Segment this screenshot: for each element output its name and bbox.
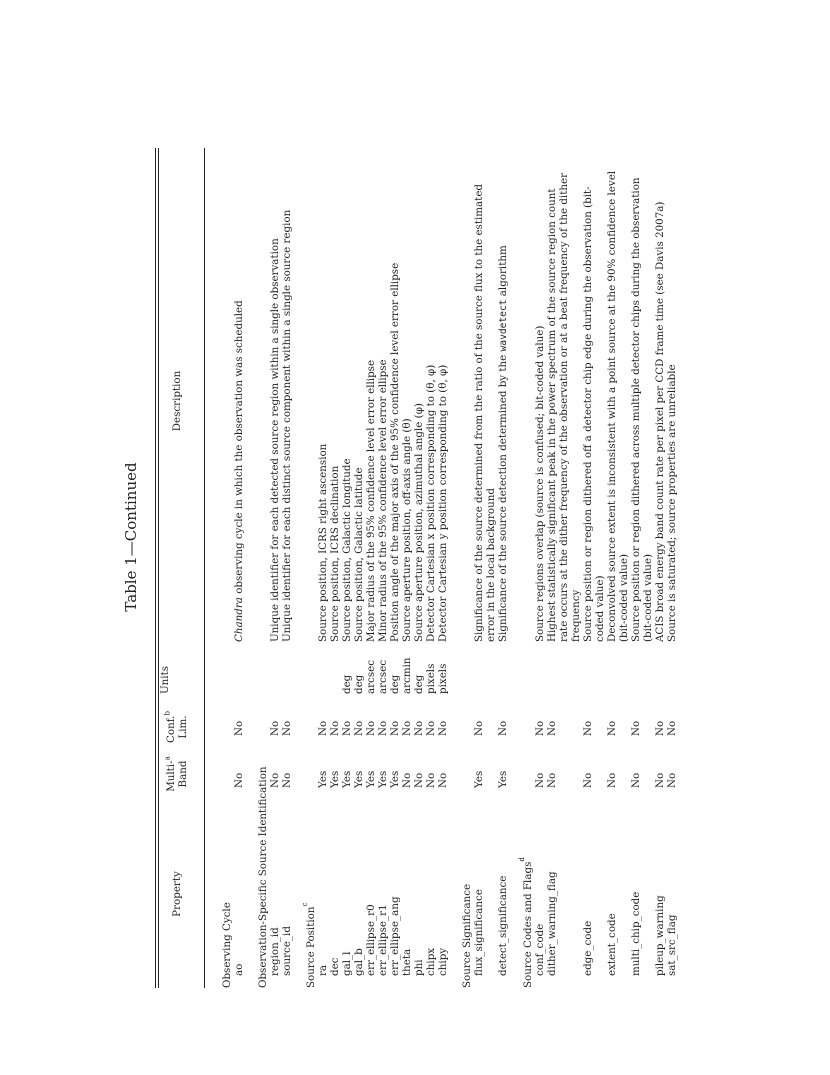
multi-band-cell: No — [582, 772, 594, 788]
table-row — [281, 148, 293, 988]
description-text: Source position, Galactic latitude — [353, 467, 365, 642]
multi-band-cell: Yes — [329, 770, 341, 788]
description-line — [437, 136, 449, 642]
property-cell: theta — [401, 948, 413, 976]
description-line — [534, 136, 546, 642]
units-cell — [269, 642, 281, 694]
description-text: Source is saturated; source properties are unreliable — [666, 364, 678, 642]
property-cell: multi_chip_code — [630, 891, 642, 976]
description-cell — [413, 136, 425, 642]
units-cell — [546, 642, 582, 694]
top-rule — [155, 148, 156, 988]
units-cell — [534, 642, 546, 694]
multi-band-cell: No — [654, 772, 666, 788]
description-text: Source position or region dithered across multiple detector chips during the observation — [630, 177, 642, 642]
description-line — [353, 136, 365, 642]
multi-band-cell: No — [413, 772, 425, 788]
description-text: Source aperture position, azimuthal angle (φ) — [413, 403, 425, 642]
table-row — [413, 148, 425, 988]
description-line — [630, 136, 642, 642]
section-title-sup: c — [301, 902, 309, 907]
description-line — [233, 136, 245, 642]
conf-lim-cell: No — [425, 720, 437, 736]
section-title-sup: d — [518, 857, 526, 862]
table-row — [582, 148, 606, 988]
property-cell: pileup_warning — [654, 895, 666, 976]
multi-band-cell: No — [666, 772, 678, 788]
conf-lim-cell: No — [606, 720, 618, 736]
description-text: Unique identifier for each distinct source component within a single source region — [281, 209, 293, 642]
units-cell — [582, 642, 606, 694]
section-title: Source Codes and Flags — [522, 861, 534, 988]
description-line — [606, 136, 618, 642]
units-cell — [666, 642, 678, 694]
description-cell — [365, 136, 377, 642]
section-heading — [518, 148, 534, 988]
description-text: Highest statistically significant peak in the power spectrum of the source region count — [546, 188, 558, 642]
description-line — [329, 136, 341, 642]
table-row — [630, 148, 654, 988]
description-line — [341, 136, 353, 642]
conf-lim-cell: No — [401, 720, 413, 736]
header-conf-text: Conf. — [165, 715, 177, 743]
description-text: Position angle of the major axis of the 95% confidence level error ellipse — [389, 262, 401, 642]
description-cell — [341, 136, 353, 642]
conf-lim-cell: No — [281, 720, 293, 736]
multi-band-cell: No — [606, 772, 618, 788]
description-cell — [546, 136, 582, 642]
description-text: Source position, Galactic longitude — [341, 458, 353, 642]
description-line — [425, 136, 437, 642]
conf-lim-cell: No — [630, 720, 642, 736]
property-cell: dither_warning_flag — [546, 871, 558, 976]
description-continuation: (bit-coded value) — [642, 553, 654, 642]
property-cell: sat_src_flag — [666, 914, 678, 976]
description-line — [401, 136, 413, 642]
description-line — [317, 136, 329, 642]
section-title: Source Significance — [461, 883, 473, 988]
multi-band-cell: No — [269, 772, 281, 788]
description-cell — [353, 136, 365, 642]
description-text: Unique identifier for each detected source region within a single observation — [269, 238, 281, 642]
conf-lim-cell: No — [654, 720, 666, 736]
table-caption-text: Table 1—Continued — [122, 462, 140, 612]
description-cell — [269, 136, 281, 642]
conf-lim-cell: No — [546, 720, 558, 736]
description-text: Source position, ICRS declination — [329, 465, 341, 642]
conf-lim-cell: No — [437, 720, 449, 736]
top-rule-double — [158, 148, 159, 988]
section-heading — [301, 148, 317, 988]
multi-band-cell: No — [437, 772, 449, 788]
conf-lim-cell: No — [353, 720, 365, 736]
description-line — [582, 136, 594, 642]
section-title: Source Position — [305, 906, 317, 988]
description-text: Significance of the source detection determined by the — [497, 351, 509, 642]
units-cell: arcmin — [401, 657, 413, 694]
units-cell — [497, 642, 510, 694]
table-row — [534, 148, 546, 988]
property-cell: region_id — [269, 927, 281, 976]
description-cell — [233, 136, 245, 642]
table-row — [269, 148, 281, 988]
multi-band-cell: No — [546, 772, 558, 788]
description-cell — [497, 136, 510, 642]
section-title: Observing Cycle — [221, 902, 233, 988]
conf-lim-cell: No — [233, 720, 245, 736]
units-cell — [654, 642, 666, 694]
property-cell: source_id — [281, 926, 293, 976]
description-continuation: frequency — [570, 589, 582, 642]
description-cell — [654, 136, 666, 642]
table-row — [233, 148, 245, 988]
description-line — [269, 136, 281, 642]
description-cell — [425, 136, 437, 642]
description-text-after: algorithm — [497, 245, 509, 300]
table-row — [341, 148, 353, 988]
table-row — [401, 148, 413, 988]
description-line — [666, 136, 678, 642]
multi-band-cell: Yes — [473, 770, 485, 788]
description-cell — [606, 136, 630, 642]
multi-band-cell: No — [534, 772, 546, 788]
units-cell: arcsec — [377, 660, 389, 694]
units-cell — [473, 642, 497, 694]
units-cell: deg — [389, 674, 401, 694]
units-cell — [233, 642, 245, 694]
header-units: Units — [159, 665, 171, 695]
multi-band-cell: Yes — [365, 770, 377, 788]
units-cell — [606, 642, 630, 694]
table-row — [437, 148, 449, 988]
description-text: Source regions overlap (source is confused; bit-coded value) — [534, 325, 546, 642]
multi-band-cell: No — [281, 772, 293, 788]
conf-lim-cell: No — [389, 720, 401, 736]
units-cell: pixels — [425, 663, 437, 694]
multi-band-cell: No — [425, 772, 437, 788]
description-continuation: (bit-coded value) — [618, 553, 630, 642]
property-cell: err_ellipse_r0 — [365, 904, 377, 976]
table-body — [221, 148, 678, 988]
description-text: observing cycle in which the observation was scheduled — [233, 300, 245, 598]
table-row — [654, 148, 666, 988]
table-row — [473, 148, 497, 988]
description-line — [281, 136, 293, 642]
units-cell: deg — [413, 674, 425, 694]
section-heading — [461, 148, 473, 988]
units-cell — [630, 642, 654, 694]
description-line — [389, 136, 401, 642]
description-text: ACIS broad energy band count rate per pixel per CCD frame time (see Davis 2007a) — [654, 201, 666, 642]
units-cell — [317, 642, 329, 694]
units-cell: deg — [341, 674, 353, 694]
header-conf-lim — [165, 706, 189, 748]
description-cell — [281, 136, 293, 642]
multi-band-cell: Yes — [341, 770, 353, 788]
table-row — [666, 148, 678, 988]
description-emphasis: Chandra — [233, 597, 245, 642]
table-row — [377, 148, 389, 988]
property-cell: dec — [329, 957, 341, 976]
description-line — [497, 136, 510, 642]
table-row — [317, 148, 329, 988]
description-cell — [582, 136, 606, 642]
section-heading — [257, 148, 269, 988]
description-cell — [329, 136, 341, 642]
header-multi-sup: a — [163, 756, 172, 761]
table-row — [389, 148, 401, 988]
multi-band-cell: Yes — [377, 770, 389, 788]
description-cell — [437, 136, 449, 642]
conf-lim-cell: No — [582, 720, 594, 736]
conf-lim-cell: No — [497, 720, 509, 736]
units-cell: arcsec — [365, 660, 377, 694]
section-title: Observation-Specific Source Identification — [257, 766, 269, 988]
property-cell: ra — [317, 964, 329, 976]
table-row — [546, 148, 582, 988]
header-multi-band — [165, 748, 189, 800]
description-text: Detector Cartesian x position corresponding to (θ, φ) — [425, 364, 437, 642]
header-multi-text: Multi- — [165, 760, 177, 792]
description-continuation: coded value) — [594, 575, 606, 642]
description-text: Minor radius of the 95% confidence level error ellipse — [377, 359, 389, 642]
description-line — [473, 136, 485, 642]
header-rule — [204, 148, 205, 988]
rotated-table — [155, 148, 815, 988]
multi-band-cell: Yes — [389, 770, 401, 788]
description-code: wavdetect — [498, 299, 509, 352]
description-cell — [473, 136, 497, 642]
property-cell: err_ellipse_ang — [389, 896, 401, 976]
description-line — [546, 136, 558, 642]
conf-lim-cell: No — [473, 720, 485, 736]
units-cell: deg — [353, 674, 365, 694]
header-conf-sup: b — [163, 711, 172, 716]
conf-lim-cell: No — [317, 720, 329, 736]
multi-band-cell: Yes — [317, 770, 329, 788]
conf-lim-cell: No — [341, 720, 353, 736]
multi-band-cell: No — [630, 772, 642, 788]
description-cell — [317, 136, 329, 642]
property-cell: flux_significance — [473, 889, 485, 976]
description-line — [654, 136, 666, 642]
conf-lim-cell: No — [666, 720, 678, 736]
multi-band-cell: No — [233, 772, 245, 788]
description-text: Source position or region dithered off a detector chip edge during the observation (bit- — [582, 186, 594, 642]
section-heading — [221, 148, 233, 988]
table-row — [497, 148, 510, 988]
description-cell — [401, 136, 413, 642]
multi-band-cell: Yes — [497, 770, 509, 788]
table-row — [365, 148, 377, 988]
table-row — [606, 148, 630, 988]
header-description: Description — [171, 370, 183, 432]
property-cell: phi — [413, 959, 425, 976]
property-cell: extent_code — [606, 913, 618, 976]
conf-lim-cell: No — [413, 720, 425, 736]
description-line — [413, 136, 425, 642]
description-cell — [666, 136, 678, 642]
property-cell: err_ellipse_r1 — [377, 904, 389, 976]
description-cell — [389, 136, 401, 642]
conf-lim-cell: No — [365, 720, 377, 736]
header-property: Property — [171, 871, 183, 917]
conf-lim-cell: No — [534, 720, 546, 736]
description-continuation: error in the local background — [485, 488, 497, 642]
description-text: Major radius of the 95% confidence level error ellipse — [365, 359, 377, 642]
description-cell — [377, 136, 389, 642]
property-cell: detect_significance — [497, 875, 509, 976]
table-row — [353, 148, 365, 988]
units-cell — [329, 642, 341, 694]
property-cell: conf_code — [534, 923, 546, 976]
property-cell: edge_code — [582, 920, 594, 976]
property-cell: chipy — [437, 947, 449, 976]
description-text: Source aperture position, off-axis angle (θ) — [401, 418, 413, 642]
description-cell — [534, 136, 546, 642]
property-cell: ao — [233, 963, 245, 976]
table-row — [329, 148, 341, 988]
description-line — [365, 136, 377, 642]
property-cell: gal_b — [353, 948, 365, 976]
description-text: Detector Cartesian y position corresponding to (θ, φ) — [437, 364, 449, 642]
conf-lim-cell: No — [329, 720, 341, 736]
multi-band-cell: Yes — [353, 770, 365, 788]
description-cell — [630, 136, 654, 642]
description-text: Source position, ICRS right ascension — [317, 443, 329, 642]
property-cell: gal_l — [341, 951, 353, 976]
description-text: Deconvolved source extent is inconsistent with a point source at the 90% confidence level — [606, 170, 618, 642]
description-text: Significance of the source determined from the ratio of the source flux to the estimated — [473, 183, 485, 642]
units-cell: pixels — [437, 663, 449, 694]
conf-lim-cell: No — [269, 720, 281, 736]
multi-band-cell: No — [401, 772, 413, 788]
header-band-text: Band — [177, 760, 189, 788]
header-lim-text: Lim. — [177, 715, 189, 739]
units-cell — [281, 642, 293, 694]
property-cell: chipx — [425, 947, 437, 976]
description-line — [377, 136, 389, 642]
conf-lim-cell: No — [377, 720, 389, 736]
table-row — [425, 148, 437, 988]
description-continuation: rate occurs at the dither frequency of the observation or at a beat frequency of the dither — [558, 173, 570, 642]
